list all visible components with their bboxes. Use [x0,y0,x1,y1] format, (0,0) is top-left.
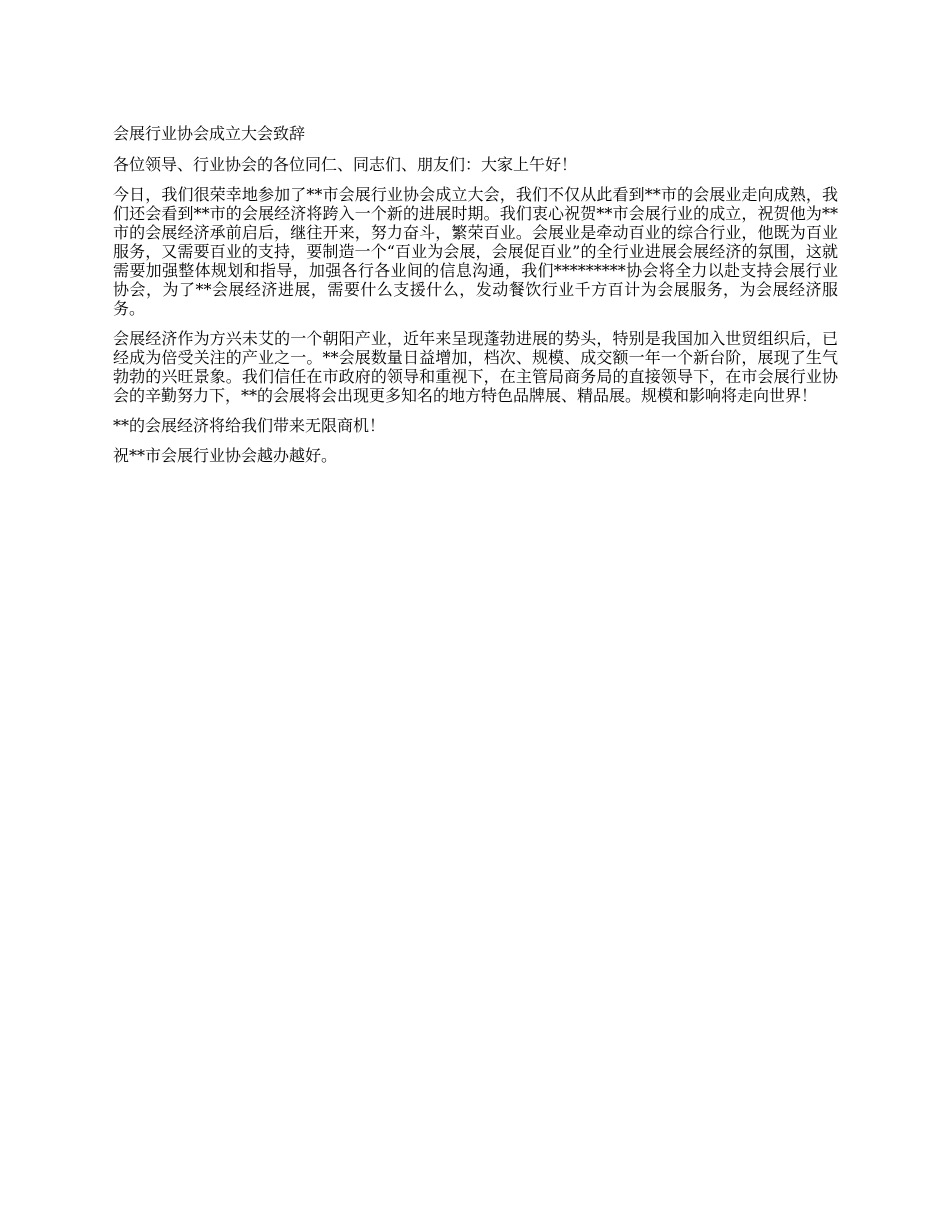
body-paragraph-1: 今日，我们很荣幸地参加了**市会展行业协会成立大会，我们不仅从此看到**市的会展业走向成熟，我们还会看到**市的会展经济将跨入一个新的进展时期。我们衷心祝贺**市会展行业的成立，祝贺他为**市的会展经济承前启后，继往开来，努力奋斗，繁荣百业。会展业是牵动百业的综合行业，他既为百业服务，又需要百业的支持，要制造一个“百业为会展，会展促百业”的全行业进展会展经济的氛围，这就需要加强整体规划和指导，加强各行各业间的信息沟通，我们*********协会将全力以赴支持会展行业协会，为了**会展经济进展，需要什么支援什么，发动餐饮行业千方百计为会展服务，为会展经济服务。 [113,185,838,318]
document-page [113,124,838,476]
greeting-paragraph: 各位领导、行业协会的各位同仁、同志们、朋友们：大家上午好！ [113,155,578,174]
closing-paragraph: 祝**市会展行业协会越办越好。 [113,446,338,465]
body-paragraph-3: **的会展经济将给我们带来无限商机！ [113,416,386,435]
document-title: 会展行业协会成立大会致辞 [113,124,306,143]
body-paragraph-2: 会展经济作为方兴未艾的一个朝阳产业，近年来呈现蓬勃进展的势头，特别是我国加入世贸组织后，已经成为倍受关注的产业之一。**会展数量日益增加，档次、规模、成交额一年一个新台阶，展现了生气勃勃的兴旺景象。我们信任在市政府的领导和重视下，在主管局商务局的直接领导下，在市会展行业协会的辛勤努力下，**的会展将会出现更多知名的地方特色品牌展、精品展。规模和影响将走向世界！ [113,329,838,405]
